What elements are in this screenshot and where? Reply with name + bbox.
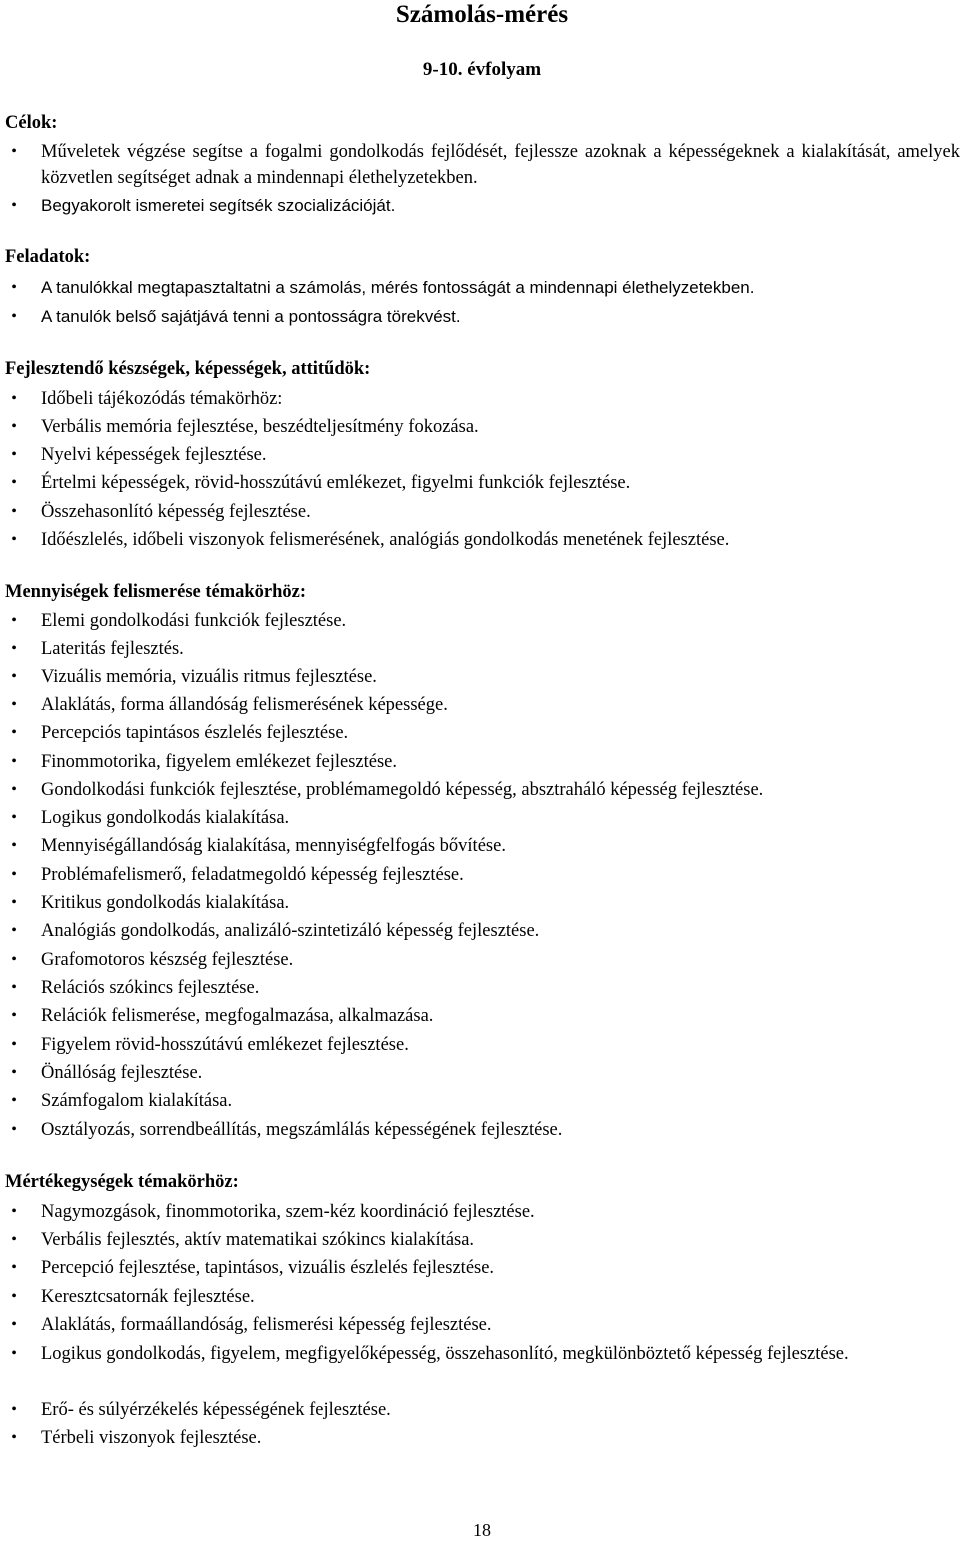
bullet-icon: •: [11, 1036, 17, 1053]
bullet-icon: •: [11, 197, 17, 214]
bullet-icon: •: [11, 446, 17, 463]
bullet-icon: •: [11, 951, 17, 968]
document-title: Számolás-mérés: [395, 1, 569, 28]
document-page: Számolás-mérés 9-10. évfolyam Célok: • Műveletek végzése segítse a fogalmi gondolkodás fejlődését, fejlessze azoknak a képességeknek a kialakítását, amelyek közvetlen segítséget adnak a mindennapi élethelyzetekben. • Begyakorolt ismeretei segítsék szocializációját. Feladatok: • A tanulókkal megtapasztaltatni a számolás, mérés fontosságát a mindennapi élethelyzetekben. • A tanulók belső sajátjává tenni a pontosságra törekvést. Fejlesztendő készségek, képességek, attitűdök: • Időbeli tájékozódás témakörhöz: • Verbális memória fejlesztése, beszédteljesítmény fokozása. • Nyelvi képességek fejlesztése. • Értelmi képességek, rövid-hosszútávú emlékezet, figyelmi funkciók fejlesztése. • Összehasonlító képesség fejlesztése. • Időészlelés, időbeli viszonyok felismerésének, analógiás gondolkodás menetének fejlesztése. Mennyiségek felismerése témakörhöz: • Elemi gondolkodási funkciók fejlesztése. • Lateritás fejlesztés. • Vizuális memória, vizuális ritmus fejlesztése. • Alaklátás, forma állandóság felismerésének képessége. • Percepciós tapintásos észlelés fejlesztése. • Finommotorika, figyelem emlékezet fejlesztése. • Gondolkodási funkciók fejlesztése, problémamegoldó képesség, absztraháló képesség fejlesztése. • Logikus gondolkodás kialakítása. • Mennyiségállandóság kialakítása, mennyiségfelfogás bővítése. • Problémafelismerő, feladatmegoldó képesség fejlesztése. • Kritikus gondolkodás kialakítása. • Analógiás gondolkodás, analizáló-szintetizáló képesség fejlesztése. • Grafomotoros készség fejlesztése. • Relációs szókincs fejlesztése. • Relációk felismerése, megfogalmazása, alkalmazása. • Figyelem rövid-hosszútávú emlékezet fejlesztése. • Önállóság fejlesztése. • Számfogalom kialakítása. • Osztályozás, sorrendbeállítás, megszámlálás képességének fejlesztése. Mértékegységek témakörhöz: • Nagymozgások, finommotorika, szem-kéz koordináció fejlesztése. • Verbális fejlesztés, aktív matematikai szókincs kialakítása. • Percepció fejlesztése, tapintásos, vizuális észlelés fejlesztése. • Keresztcsatornák fejlesztése. • Alaklátás, formaállandóság, felismerési képesség fejlesztése. • Logikus gondolkodás, figyelem, megfigyelőképesség, összehasonlító, megkülönböztető képesség fejlesztése. • Erő- és súlyérzékelés képességének fejlesztése. • Térbeli viszonyok fejlesztése. 18: [0, 0, 960, 1543]
bullet-icon: •: [11, 1007, 17, 1024]
mertekegysegek-heading: Mértékegységek témakörhöz:: [5, 1172, 239, 1192]
bullet-icon: •: [11, 308, 17, 325]
bullet-icon: •: [11, 1121, 17, 1138]
bullet-icon: •: [11, 390, 17, 407]
bullet-icon: •: [11, 753, 17, 770]
bullet-icon: •: [11, 503, 17, 520]
bullet-icon: •: [11, 809, 17, 826]
bullet-icon: •: [11, 668, 17, 685]
bullet-icon: •: [11, 531, 17, 548]
bullet-icon: •: [11, 1316, 17, 1333]
bullet-icon: •: [11, 1231, 17, 1248]
page-number: 18: [473, 1520, 491, 1540]
bullet-icon: •: [11, 866, 17, 883]
bullet-icon: •: [11, 474, 17, 491]
bullet-icon: •: [11, 979, 17, 996]
bullet-icon: •: [11, 1288, 17, 1305]
bullet-icon: •: [11, 418, 17, 435]
bullet-icon: •: [11, 1203, 17, 1220]
bullet-icon: •: [11, 143, 17, 160]
bullet-icon: •: [11, 1401, 17, 1418]
bullet-icon: •: [11, 1064, 17, 1081]
bullet-icon: •: [11, 922, 17, 939]
bullet-icon: •: [11, 696, 17, 713]
fejlesztendo-heading: Fejlesztendő készségek, képességek, attitűdök:: [5, 359, 371, 379]
bullet-icon: •: [11, 612, 17, 629]
bullet-icon: •: [11, 640, 17, 657]
mennyisegek-heading: Mennyiségek felismerése témakörhöz:: [5, 582, 307, 602]
celok-heading: Célok:: [5, 113, 58, 133]
bullet-icon: •: [11, 1259, 17, 1276]
bullet-icon: •: [11, 1429, 17, 1446]
bullet-icon: •: [11, 894, 17, 911]
bullet-icon: •: [11, 724, 17, 741]
bullet-icon: •: [11, 837, 17, 854]
grade-subtitle: 9-10. évfolyam: [422, 59, 542, 80]
bullet-icon: •: [11, 279, 17, 296]
bullet-icon: •: [11, 781, 17, 798]
bullet-icon: •: [11, 1092, 17, 1109]
feladatok-heading: Feladatok:: [5, 247, 91, 267]
bullet-icon: •: [11, 1345, 17, 1362]
